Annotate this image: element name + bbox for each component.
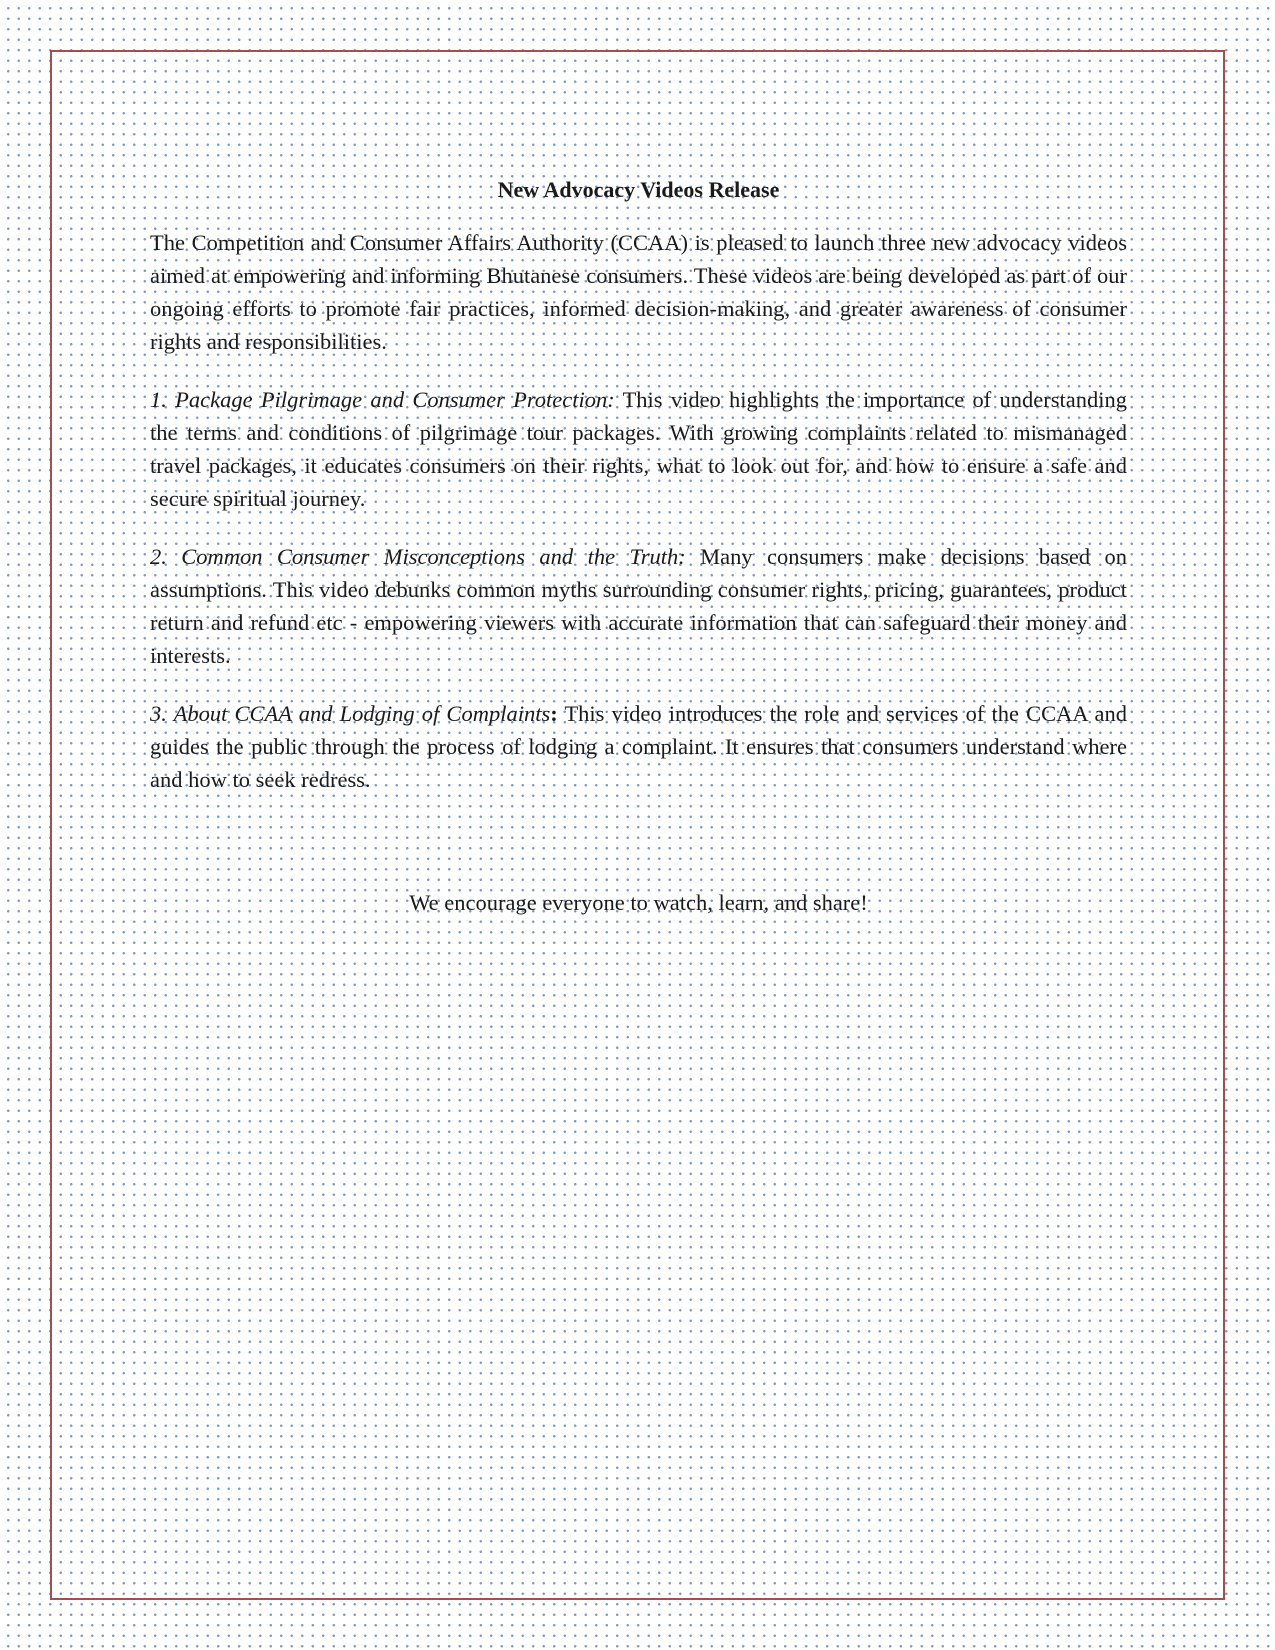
closing-line: We encourage everyone to watch, learn, and share! — [409, 890, 868, 915]
video-item-3 — [150, 697, 1127, 796]
video-item-3-text: This video introduces the role and services of the CCAA and guides the public through the process of lodging a complaint. It ensures that consumers understand where and how to seek redress. — [150, 701, 1127, 792]
video-item-1-text: This video highlights the importance of understanding the terms and conditions of pilgrimage tour packages. With growing complaints related to mismanaged travel packages, it educates consumers on their rights, what to look out for, and how to ensure a safe and secure spiritual journey. — [150, 387, 1127, 511]
document-body — [150, 174, 1127, 821]
video-item-2-heading: 2. Common Consumer Misconceptions and the Truth: — [150, 544, 686, 569]
video-item-1-heading: 1. Package Pilgrimage and Consumer Protection: — [150, 387, 615, 412]
document-title: New Advocacy Videos Release — [497, 177, 780, 202]
intro-paragraph: The Competition and Consumer Affairs Authority (CCAA) is pleased to launch three new advocacy videos aimed at empowering and informing Bhutanese consumers. These videos are being developed as part of our ongoing efforts to promote fair practices, informed decision-making, and greater awareness of consumer rights and responsibilities. — [150, 230, 1127, 354]
video-item-1 — [150, 383, 1127, 515]
video-item-3-heading: 3. About CCAA and Lodging of Complaints — [150, 701, 551, 726]
video-item-2-text: Many consumers make decisions based on assumptions. This video debunks common myths surrounding consumer rights, pricing, guarantees, product return and refund etc - empowering viewers with accurate information that can safeguard their money and interests. — [150, 544, 1127, 668]
video-item-2 — [150, 540, 1127, 672]
video-item-3-colon: : — [550, 701, 558, 726]
